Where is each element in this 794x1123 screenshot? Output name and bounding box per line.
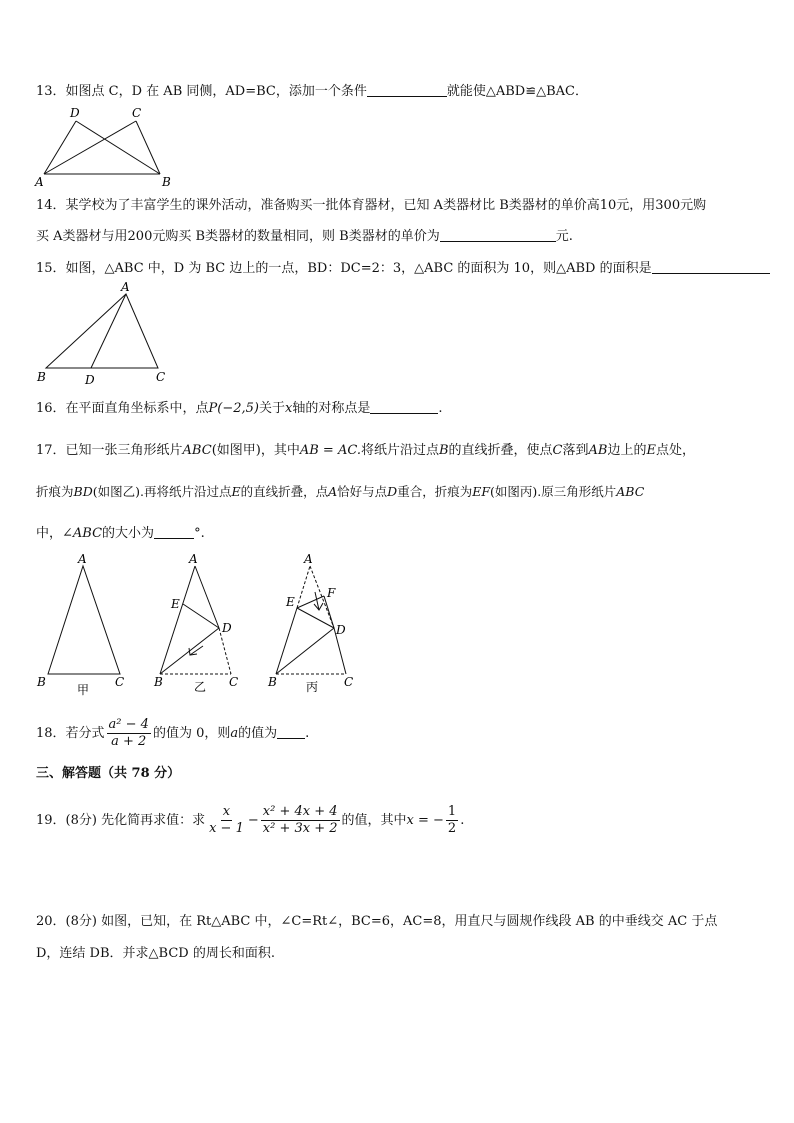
q19-fraction1 bbox=[207, 804, 246, 837]
q17-l1-g: 点处， bbox=[655, 443, 695, 458]
q18-denominator: a + 2 bbox=[111, 734, 147, 749]
q17-fig2-label-a: A bbox=[189, 552, 198, 566]
q17-line2 bbox=[36, 483, 644, 501]
q17-fig2-label-c: C bbox=[229, 675, 239, 689]
q17-l2-a: 折痕为 bbox=[36, 484, 74, 499]
q17-answer-blank[interactable] bbox=[154, 524, 194, 539]
q19-f2-numerator: x² + 4x + 4 bbox=[262, 804, 338, 819]
q17-l1-B: B bbox=[438, 443, 449, 458]
q15-text bbox=[36, 259, 770, 278]
q16-point: P(−2,5) bbox=[208, 401, 260, 416]
q17-fig1-triangle bbox=[48, 566, 120, 674]
q13-line-ac bbox=[44, 121, 136, 174]
q17-fig2-name: 乙 bbox=[194, 680, 207, 694]
q15-label-b: B bbox=[37, 370, 46, 384]
q18-fraction bbox=[107, 717, 151, 750]
q18-text bbox=[36, 714, 309, 754]
q13-label-d: D bbox=[70, 106, 80, 120]
q16-middle: 关于 bbox=[259, 401, 286, 416]
q18-after: 的值为 bbox=[238, 726, 278, 741]
q17-fig1 bbox=[36, 552, 124, 697]
q18-middle: 的值为 0，则 bbox=[152, 726, 231, 741]
q17-l3-a: 中， bbox=[36, 526, 63, 541]
q19-text bbox=[36, 799, 464, 843]
q13-label-c: C bbox=[132, 106, 142, 120]
q17-l3-angle: ∠ABC bbox=[62, 526, 103, 541]
q17-l1-b: (如图甲)，其中 bbox=[211, 443, 300, 458]
q20-line2: D，连结 DB．并求△BCD 的周长和面积. bbox=[36, 946, 275, 961]
q16-text bbox=[36, 399, 443, 418]
q15-figure bbox=[34, 280, 174, 388]
q18-end: . bbox=[305, 726, 310, 741]
q19-x-eq: x = − bbox=[406, 813, 444, 828]
q15-answer-blank[interactable] bbox=[652, 259, 770, 274]
q15-text-content: 15．如图，△ABC 中，D 为 BC 边上的一点，BD：DC=2：3，△ABC 的面积为 10，则△ABD 的面积是 bbox=[36, 261, 652, 276]
q17-l2-A: A bbox=[328, 484, 338, 499]
q17-l1-AB: AB bbox=[588, 443, 608, 458]
q13-answer-blank[interactable] bbox=[367, 82, 447, 97]
q17-l2-ABC: ABC bbox=[616, 484, 645, 499]
q17-l3-c: °. bbox=[194, 526, 205, 541]
q16-axis: x bbox=[285, 401, 293, 416]
q17-fig3-label-c: C bbox=[344, 675, 354, 689]
q17-fig2 bbox=[153, 552, 238, 694]
q17-fig3-line-be bbox=[276, 608, 297, 674]
q18-before: 18．若分式 bbox=[36, 726, 105, 741]
q17-l2-f: (如图丙).原三角形纸片 bbox=[490, 484, 617, 499]
q16-end: . bbox=[438, 401, 443, 416]
q17-l1-c: 将纸片沿过点 bbox=[360, 443, 439, 458]
q19-fraction2 bbox=[261, 804, 340, 837]
q17-fig2-line-ed bbox=[183, 604, 219, 628]
q17-fig2-line-ad bbox=[195, 566, 219, 628]
q17-fig1-label-a: A bbox=[78, 552, 87, 566]
q17-line3 bbox=[36, 524, 205, 543]
q14-line1: 14．某学校为了丰富学生的课外活动，准备购买一批体育器材，已知 A类器材比 B类器材的单价高10元，用300元购 bbox=[36, 198, 707, 213]
q17-fig1-label-c: C bbox=[115, 675, 125, 689]
q19-middle: 的值，其中 bbox=[341, 813, 407, 828]
q13-label-b: B bbox=[162, 175, 171, 189]
q17-l1-f: 边上的 bbox=[607, 443, 647, 458]
q14-line2-before: 买 A类器材与用200元购买 B类器材的数量相同，则 B类器材的单价为 bbox=[36, 229, 440, 244]
q17-l1-d: 的直线折叠，使点 bbox=[448, 443, 553, 458]
q17-fig3-line-ea-dashed bbox=[297, 566, 310, 608]
q13-label-a: A bbox=[35, 175, 44, 189]
q17-fig3-line-ef bbox=[297, 596, 324, 608]
q14-line2-after: 元. bbox=[555, 229, 573, 244]
q13-text-before: 13．如图点 C，D 在 AB 同侧，AD=BC，添加一个条件 bbox=[36, 84, 367, 99]
q17-fig3-label-f: F bbox=[327, 586, 336, 600]
q17-fig3-line-bd bbox=[276, 628, 334, 674]
q17-fig3-label-a: A bbox=[304, 552, 313, 566]
q13-line-ad bbox=[44, 121, 76, 174]
q17-fig2-line-ab bbox=[160, 566, 195, 674]
q14-line2 bbox=[36, 227, 573, 246]
q15-label-a: A bbox=[121, 280, 130, 294]
q17-l1-C: C bbox=[552, 443, 563, 458]
q17-figures bbox=[32, 552, 362, 698]
q17-l2-b: (如图乙).再将纸片沿过点 bbox=[92, 484, 232, 499]
q17-fig1-label-b: B bbox=[37, 675, 46, 689]
q15-label-d: D bbox=[85, 373, 95, 387]
q17-l2-c: 的直线折叠，点 bbox=[240, 484, 329, 499]
section3-title: 三、解答题（共 78 分） bbox=[36, 766, 181, 781]
q17-l2-EF: EF bbox=[472, 484, 491, 499]
q14-answer-blank[interactable] bbox=[440, 227, 556, 242]
q13-line-bd bbox=[76, 121, 160, 174]
q17-fig3-label-d: D bbox=[336, 623, 346, 637]
q17-l2-E: E bbox=[231, 484, 241, 499]
q17-l2-e: 重合，折痕为 bbox=[397, 484, 473, 499]
q17-fig3 bbox=[267, 552, 353, 694]
q17-fig3-name: 丙 bbox=[306, 680, 319, 694]
q17-fig2-label-b: B bbox=[154, 675, 163, 689]
q19-f1-denominator: x − 1 bbox=[209, 821, 244, 836]
q17-l1-a: 17．已知一张三角形纸片 bbox=[36, 443, 183, 458]
q18-answer-blank[interactable] bbox=[277, 724, 305, 739]
q19-f3-numerator: 1 bbox=[447, 804, 457, 819]
q19-f3-denominator: 2 bbox=[447, 821, 457, 836]
q13-text bbox=[36, 82, 588, 101]
q18-var: a bbox=[230, 726, 239, 741]
q17-l2-BD: BD bbox=[73, 484, 93, 499]
q13-figure bbox=[30, 104, 180, 190]
q17-fig2-label-d: D bbox=[222, 621, 232, 635]
q16-after-axis: 轴的对称点是 bbox=[292, 401, 371, 416]
q15-line-ad bbox=[91, 294, 126, 368]
q17-line1 bbox=[36, 442, 695, 460]
q19-fraction3 bbox=[446, 804, 458, 837]
q17-l2-d: 恰好与点 bbox=[337, 484, 388, 499]
q17-fig1-name: 甲 bbox=[77, 683, 90, 697]
q17-l1-eq: AB = AC. bbox=[299, 443, 361, 458]
q16-answer-blank[interactable] bbox=[370, 399, 438, 414]
q17-fig2-label-e: E bbox=[171, 597, 180, 611]
q17-fig3-label-e: E bbox=[286, 595, 295, 609]
q19-before: 19．(8分) 先化简再求值：求 bbox=[36, 813, 206, 828]
q19-f1-numerator: x bbox=[222, 804, 231, 819]
q17-l1-E: E bbox=[646, 443, 656, 458]
q17-fig3-label-b: B bbox=[268, 675, 277, 689]
q17-l2-D: D bbox=[387, 484, 398, 499]
q15-label-c: C bbox=[156, 370, 166, 384]
q16-before: 16．在平面直角坐标系中，点 bbox=[36, 401, 209, 416]
q18-numerator: a² − 4 bbox=[108, 717, 149, 732]
q15-triangle bbox=[46, 294, 158, 368]
q17-l1-e: 落到 bbox=[562, 443, 589, 458]
q13-text-after: 就能使△ABD≌△BAC． bbox=[446, 84, 588, 99]
q17-l3-b: 的大小为 bbox=[102, 526, 155, 541]
q19-minus: − bbox=[247, 813, 259, 828]
q19-end: . bbox=[460, 813, 465, 828]
q20-line1: 20．(8分) 如图，已知，在 Rt△ABC 中，∠C=Rt∠，BC=6，AC=8，用直尺与圆规作线段 AB 的中垂线交 AC 于点 bbox=[36, 914, 718, 929]
q19-f2-denominator: x² + 3x + 2 bbox=[262, 821, 338, 836]
q17-l1-abc: ABC bbox=[182, 443, 212, 458]
